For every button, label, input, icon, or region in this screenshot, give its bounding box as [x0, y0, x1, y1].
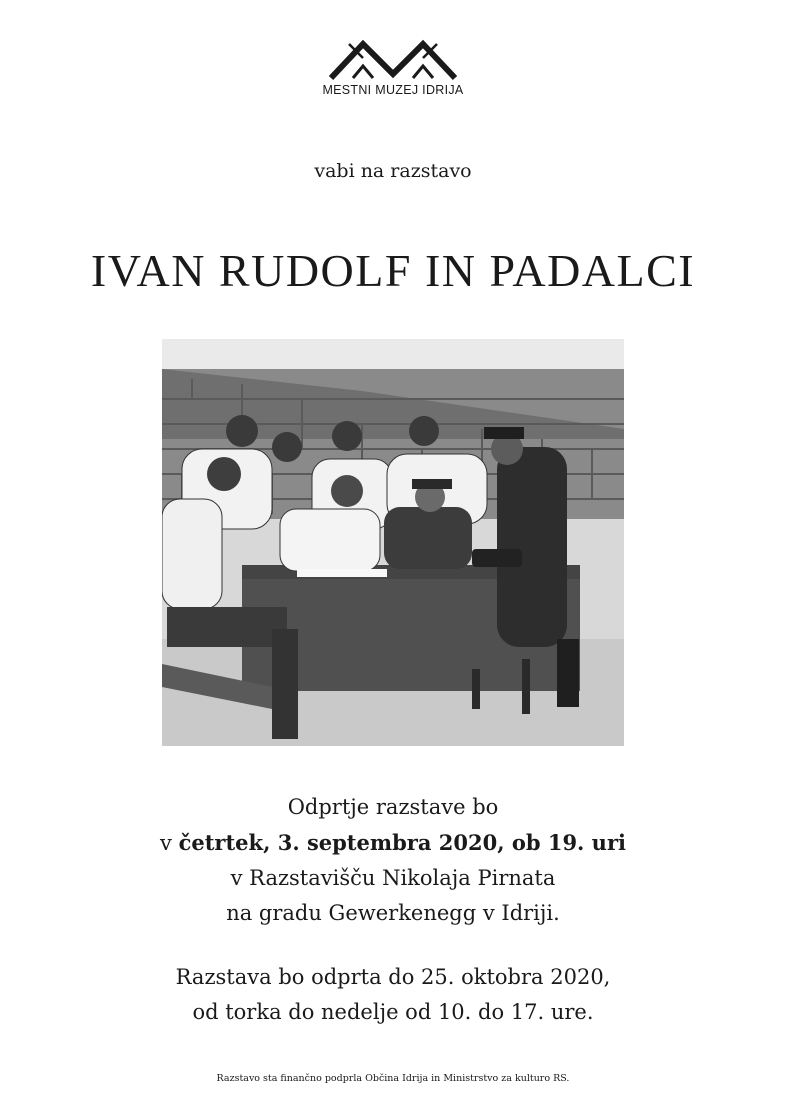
- opening-line-4: na gradu Gewerkenegg v Idriji.: [226, 901, 560, 925]
- duration-line-2: od torka do nedelje od 10. do 17. ure.: [192, 1000, 594, 1024]
- exhibition-photo: [162, 339, 624, 746]
- logo-mark-icon: [323, 38, 463, 82]
- opening-line-3: v Razstavišču Nikolaja Pirnata: [230, 866, 556, 890]
- duration-line-1: Razstava bo odprta do 25. oktobra 2020,: [175, 965, 611, 989]
- invitation-text: vabi na razstavo: [314, 160, 472, 182]
- opening-line-2: [0, 825, 786, 861]
- exhibition-duration: [0, 960, 786, 1030]
- museum-logo: [318, 38, 468, 104]
- opening-line-2-prefix: v: [160, 831, 179, 855]
- opening-date-time: četrtek, 3. septembra 2020, ob 19. uri: [178, 830, 626, 855]
- funding-note: Razstavo sta finančno podprla Občina Idrija in Ministrstvo za kulturo RS.: [216, 1073, 570, 1084]
- exhibition-title: IVAN RUDOLF IN PADALCI: [90, 245, 696, 296]
- opening-line-1: Odprtje razstave bo: [287, 795, 499, 819]
- museum-name: MESTNI MUZEJ IDRIJA: [322, 83, 464, 97]
- opening-details: [0, 790, 786, 931]
